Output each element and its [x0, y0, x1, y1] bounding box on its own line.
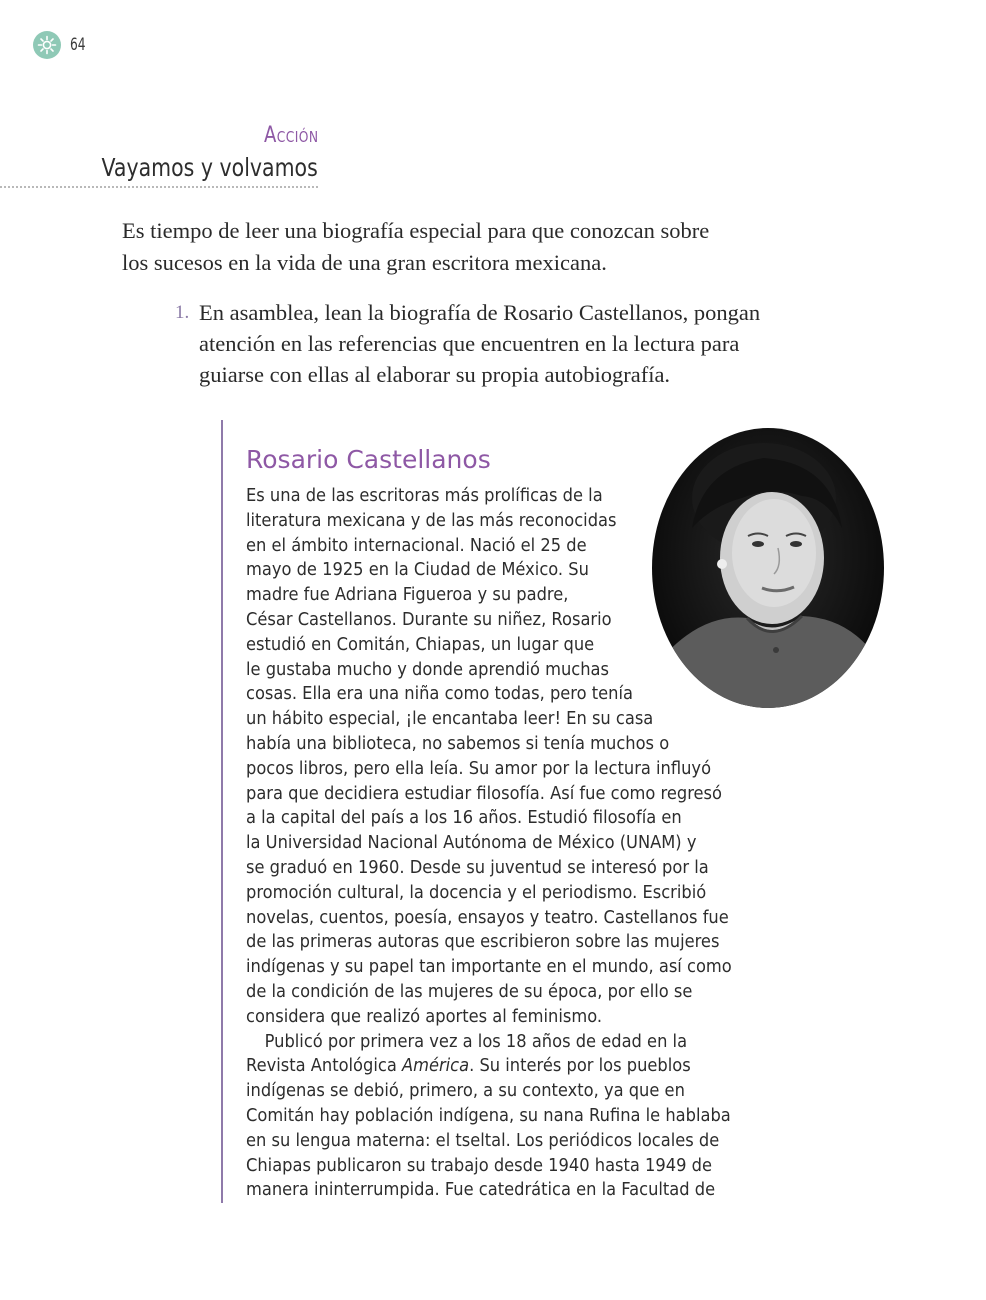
intro-paragraph — [122, 215, 742, 279]
biography-line: de las primeras autoras que escribieron sobre las mujeres — [246, 932, 720, 953]
biography-line: en su lengua materna: el tseltal. Los periódicos locales de — [246, 1130, 720, 1151]
biography-line: César Castellanos. Durante su niñez, Rosario — [246, 609, 612, 630]
biography-body — [246, 484, 768, 1203]
intro-line: Es tiempo de leer una biografía especial para que conozcan sobre — [122, 218, 710, 243]
activity-line: atención en las referencias que encuentren en la lectura para — [199, 331, 740, 356]
biography-line: para que decidiera estudiar filosofía. Así fue como regresó — [246, 783, 723, 804]
biography-line: literatura mexicana y de las más reconocidas — [246, 510, 617, 531]
section-kicker: Acción — [263, 123, 318, 148]
activity-line: En asamblea, lean la biografía de Rosario Castellanos, pongan — [199, 300, 761, 325]
page-marker — [33, 31, 89, 59]
biography-line: a la capital del país a los 16 años. Estudió filosofía en — [246, 808, 682, 829]
biography-line: mayo de 1925 en la Ciudad de México. Su — [246, 560, 589, 581]
title-divider — [0, 186, 318, 188]
biography-text: Revista Antológica — [246, 1056, 402, 1077]
biography-line: Es una de las escritoras más prolíficas de la — [246, 486, 603, 506]
biography-line: Publicó por primera vez a los 18 años de edad en la — [264, 1031, 688, 1052]
biography-line: promoción cultural, la docencia y el periodismo. Escribió — [246, 882, 707, 903]
biography-line: había una biblioteca, no sabemos si tenía muchos o — [246, 733, 670, 754]
biography-line: le gustaba mucho y donde aprendió muchas — [246, 659, 609, 680]
biography-line: la Universidad Nacional Autónoma de México (UNAM) y — [246, 833, 697, 854]
biography-line: novelas, cuentos, poesía, ensayos y teatro. Castellanos fue — [246, 907, 729, 928]
biography-line: cosas. Ella era una niña como todas, pero tenía — [246, 684, 633, 705]
biography-line: indígenas y su papel tan importante en el mundo, así como — [246, 957, 732, 978]
biography-line: Chiapas publicaron su trabajo desde 1940 hasta 1949 de — [246, 1155, 712, 1176]
biography-line: madre fue Adriana Figueroa y su padre, — [246, 585, 569, 606]
biography-line: se graduó en 1960. Desde su juventud se interesó por la — [246, 857, 709, 878]
sun-badge-icon — [33, 31, 61, 59]
biography-line: estudió en Comitán, Chiapas, un lugar que — [246, 634, 595, 655]
biography-title: Rosario Castellanos — [246, 444, 491, 474]
biography-line: manera ininterrumpida. Fue catedrática en la Facultad de — [246, 1180, 716, 1201]
biography-line — [246, 1054, 732, 1079]
biography-text: . Su interés por los pueblos — [469, 1056, 691, 1077]
biography-line: considera que realizó aportes al feminismo. — [246, 1006, 603, 1027]
page-number: 64 — [70, 35, 86, 55]
biography-line: de la condición de las mujeres de su época, por ello se — [246, 981, 693, 1002]
biography-line: en el ámbito internacional. Nació el 25 de — [246, 535, 587, 556]
biography-line: pocos libros, pero ella leía. Su amor por la lectura influyó — [246, 758, 712, 779]
activity-text — [199, 297, 760, 390]
intro-line: los sucesos en la vida de una gran escritora mexicana. — [122, 250, 607, 275]
activity-line: guiarse con ellas al elaborar su propia autobiografía. — [199, 362, 671, 387]
biography-sidebar-rule — [221, 420, 223, 1203]
biography-line: un hábito especial, ¡le encantaba leer! En su casa — [246, 709, 654, 730]
section-title: Vayamos y volvamos — [101, 153, 318, 182]
biography-line: indígenas se debió, primero, a su contexto, ya que en — [246, 1081, 685, 1102]
magazine-title: América — [401, 1056, 470, 1077]
activity-number: 1. — [175, 302, 190, 323]
biography-line: Comitán hay población indígena, su nana Rufina le hablaba — [246, 1105, 731, 1126]
